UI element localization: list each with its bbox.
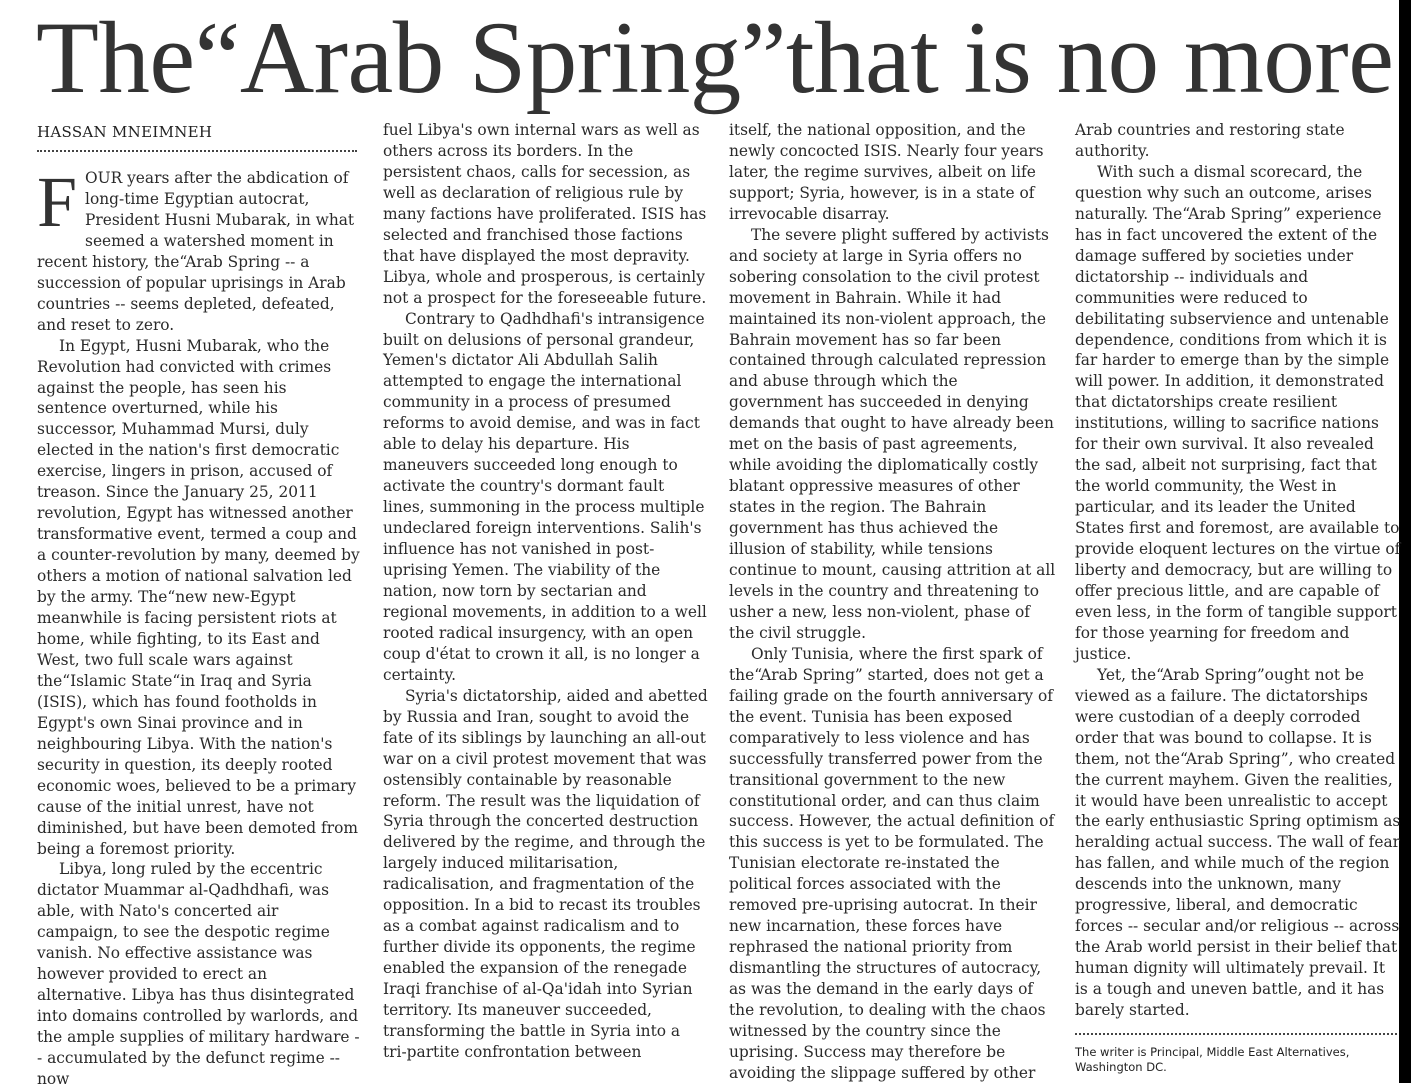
paragraph-lead	[37, 162, 361, 336]
drop-cap: F	[37, 162, 78, 242]
column-1	[37, 120, 361, 1090]
column-3	[729, 120, 1056, 1084]
lead-text: OUR years after the abdication of long-time Egyptian autocrat, President Husni Mubarak, in what seemed a watershed moment in recent history, the“Arab Spring -- a succession of popular uprisings in Arab countries -- seems depleted, defeated, and reset to zero.	[37, 169, 355, 334]
paragraph: itself, the national opposition, and the newly concocted ISIS. Nearly four years later, the regime survives, albeit on life support; Syria, however, is in a state of irrevocable disarray.	[729, 121, 1044, 223]
paragraph: fuel Libya's own internal wars as well as others across its borders. In the persistent chaos, calls for secession, as well as declaration of religious rule by many factions have proliferated. ISIS has selected and franchised those factions that have displayed the most depravity. Libya, whole and prosperous, is certainly not a prospect for the foreseeable future.	[383, 121, 707, 307]
paragraph: Yet, the“Arab Spring”ought not be viewed as a failure. The dictatorships were custodian of a deeply corroded order that was bound to collapse. It is them, not the“Arab Spring”, who created the current mayhem. Given the realities, it would have been unrealistic to accept the early enthusiastic Spring optimism as heralding actual success. The wall of fear has fallen, and while much of the region descends into the unknown, many progressive, liberal, and democratic forces -- secular and/or religious -- across the Arab world persist in their belief that human dignity will ultimately prevail. It is a tough and uneven battle, and it has barely started.	[1075, 665, 1401, 1020]
paragraph: The severe plight suffered by activists and society at large in Syria offers no sobering consolation to the civil protest movement in Bahrain. While it had maintained its non-violent approach, the Bahrain movement has so far been contained through calculated repression and abuse through which the government has succeeded in denying demands that ought to have already been met on the basis of past agreements, while avoiding the diplomatically costly blatant oppressive measures of other states in the region. The Bahrain government has thus achieved the illusion of stability, while tensions continue to mount, causing attrition at all levels in the country and threatening to usher a new, less non-violent, phase of the civil struggle.	[729, 225, 1056, 642]
paragraph: Libya, long ruled by the eccentric dictator Muammar al-Qadhdhafi, was able, with Nato's concerted air campaign, to see the despotic regime vanish. No effective assistance was however provided to erect an alternative. Libya has thus disintegrated into domains controlled by warlords, and the ample supplies of military hardware -- accumulated by the defunct regime -- now	[37, 860, 360, 1088]
paragraph: With such a dismal scorecard, the question why such an outcome, arises naturally. The“Arab Spring” experience has in fact uncovered the extent of the damage suffered by societies under dictatorship -- individuals and communities were reduced to debilitating subservience and untenable dependence, conditions from which it is far harder to emerge than by the simple will power. In addition, it demonstrated that dictatorships create resilient institutions, willing to sacrifice nations for their own survival. It also revealed the sad, albeit not surprising, fact that the world community, the West in particular, and its leader the United States first and foremost, are available to provide eloquent lectures on the virtue of liberty and democracy, but are willing to offer precious little, and are capable of even less, in the form of tangible support for those yearning for freedom and justice.	[1075, 162, 1401, 663]
byline: HASSAN MNEIMNEH	[37, 123, 213, 141]
paragraph: Only Tunisia, where the first spark of the“Arab Spring” started, does not get a failing grade on the fourth anniversary of the event. Tunisia has been exposed comparatively to less violence and has successfully transferred power from the transitional government to the new constitutional order, and can thus claim success. However, the actual definition of this success is yet to be formulated. The Tunisian electorate re-instated the political forces associated with the removed pre-uprising autocrat. In their new incarnation, these forces have rephrased the national priority from dismantling the structures of autocracy, as was the demand in the early days of the revolution, to dealing with the chaos witnessed by the country since the uprising. Success may therefore be avoiding the slippage suffered by other	[729, 644, 1055, 1082]
column-2	[383, 120, 708, 1063]
author-footnote: The writer is Principal, Middle East Alternatives, Washington DC.	[1075, 1044, 1350, 1074]
column-4	[1075, 120, 1401, 1075]
headline: The“Arab Spring”that is no more	[36, 1, 1394, 115]
paragraph: Arab countries and restoring state authority.	[1075, 121, 1345, 160]
byline-divider	[37, 150, 357, 152]
paragraph: Contrary to Qadhdhafi's intransigence built on delusions of personal grandeur, Yemen's dictator Ali Abdullah Salih attempted to engage the international community in a process of presumed reforms to avoid demise, and was in fact able to delay his departure. His maneuvers succeeded long enough to activate the country's dormant fault lines, summoning in the process multiple undeclared foreign interventions. Salih's influence has not vanished in post-uprising Yemen. The viability of the nation, now torn by sectarian and regional movements, in addition to a well rooted radical insurgency, with an open coup d'état to crown it all, is no longer a certainty.	[383, 309, 707, 684]
paragraph: Syria's dictatorship, aided and abetted by Russia and Iran, sought to avoid the fate of its siblings by launching an all-out war on a civil protest movement that was ostensibly containable by reasonable reform. The result was the liquidation of Syria through the concerted destruction delivered by the regime, and through the largely induced militarisation, radicalisation, and fragmentation of the opposition. In a bid to recast its troubles as a combat against radicalism and to further divide its opponents, the regime enabled the expansion of the renegade Iraqi franchise of al-Qa'idah into Syrian territory. Its maneuver succeeded, transforming the battle in Syria into a tri-partite confrontation between	[383, 686, 708, 1061]
paragraph: In Egypt, Husni Mubarak, who the Revolution had convicted with crimes against the people, has seen his sentence overturned, while his successor, Muhammad Mursi, duly elected in the nation's first democratic exercise, lingers in prison, accused of treason. Since the January 25, 2011 revolution, Egypt has witnessed another transformative event, termed a coup and a counter-revolution by many, deemed by others a motion of national salvation led by the army. The“new new-Egypt meanwhile is facing persistent riots at home, while fighting, to its East and West, two full scale wars against the“Islamic State“in Iraq and Syria (ISIS), which has found footholds in Egypt's own Sinai province and in neighbouring Libya. With the nation's security in question, its deeply rooted economic woes, believed to be a primary cause of the initial unrest, have not diminished, but have been demoted from being a foremost priority.	[37, 336, 360, 858]
footnote-divider	[1075, 1033, 1397, 1035]
